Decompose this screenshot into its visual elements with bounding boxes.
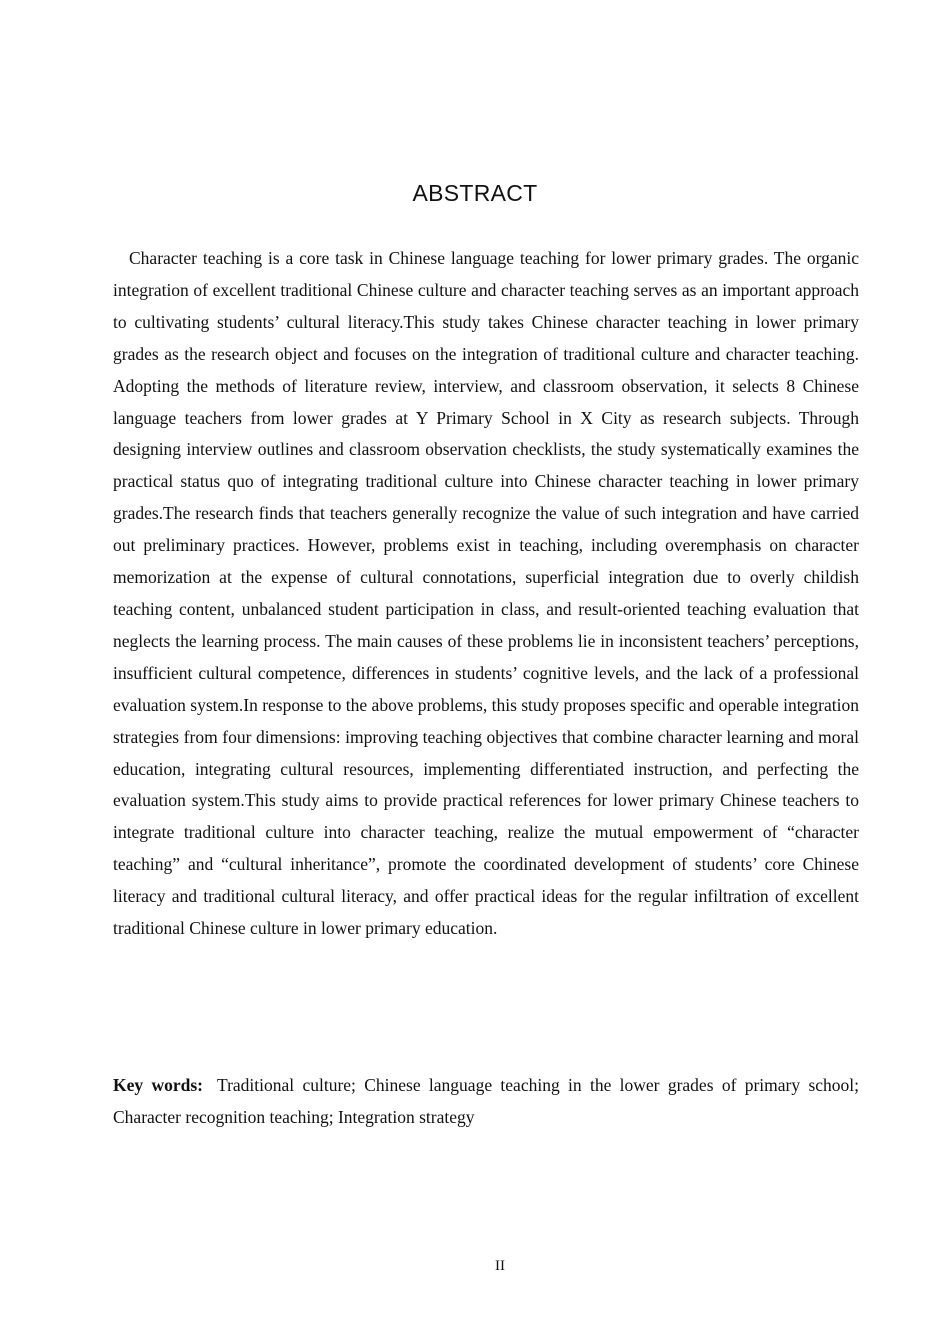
page-number: II xyxy=(495,1258,505,1274)
keywords-paragraph xyxy=(113,1069,859,1133)
keywords-text: Traditional culture; Chinese language teaching in the lower grades of primary school; Character recognition teaching; Integration strategy xyxy=(113,1075,859,1127)
keywords-label: Key words: xyxy=(113,1075,203,1095)
abstract-body: Character teaching is a core task in Chinese language teaching for lower primary grades. The organic integration of excellent traditional Chinese culture and character teaching serves as an important approach to cultivating students’ cultural literacy.This study takes Chinese character teaching in lower primary grades as the research object and focuses on the integration of traditional culture and character teaching. Adopting the methods of literature review, interview, and classroom observation, it selects 8 Chinese language teachers from lower grades at Y Primary School in X City as research subjects. Through designing interview outlines and classroom observation checklists, the study systematically examines the practical status quo of integrating traditional culture into Chinese character teaching in lower primary grades.The research finds that teachers generally recognize the value of such integration and have carried out preliminary practices. However, problems exist in teaching, including overemphasis on character memorization at the expense of cultural connotations, superficial integration due to overly childish teaching content, unbalanced student participation in class, and result-oriented teaching evaluation that neglects the learning process. The main causes of these problems lie in inconsistent teachers’ perceptions, insufficient cultural competence, differences in students’ cognitive levels, and the lack of a professional evaluation system.In response to the above problems, this study proposes specific and operable integration strategies from four dimensions: improving teaching objectives that combine character learning and moral education, integrating cultural resources, implementing differentiated instruction, and perfecting the evaluation system.This study aims to provide practical references for lower primary Chinese teachers to integrate traditional culture into character teaching, realize the mutual empowerment of “character teaching” and “cultural inheritance”, promote the coordinated development of students’ core Chinese literacy and traditional cultural literacy, and offer practical ideas for the regular infiltration of excellent traditional Chinese culture in lower primary education. xyxy=(113,248,859,939)
abstract-title: ABSTRACT xyxy=(412,180,538,206)
